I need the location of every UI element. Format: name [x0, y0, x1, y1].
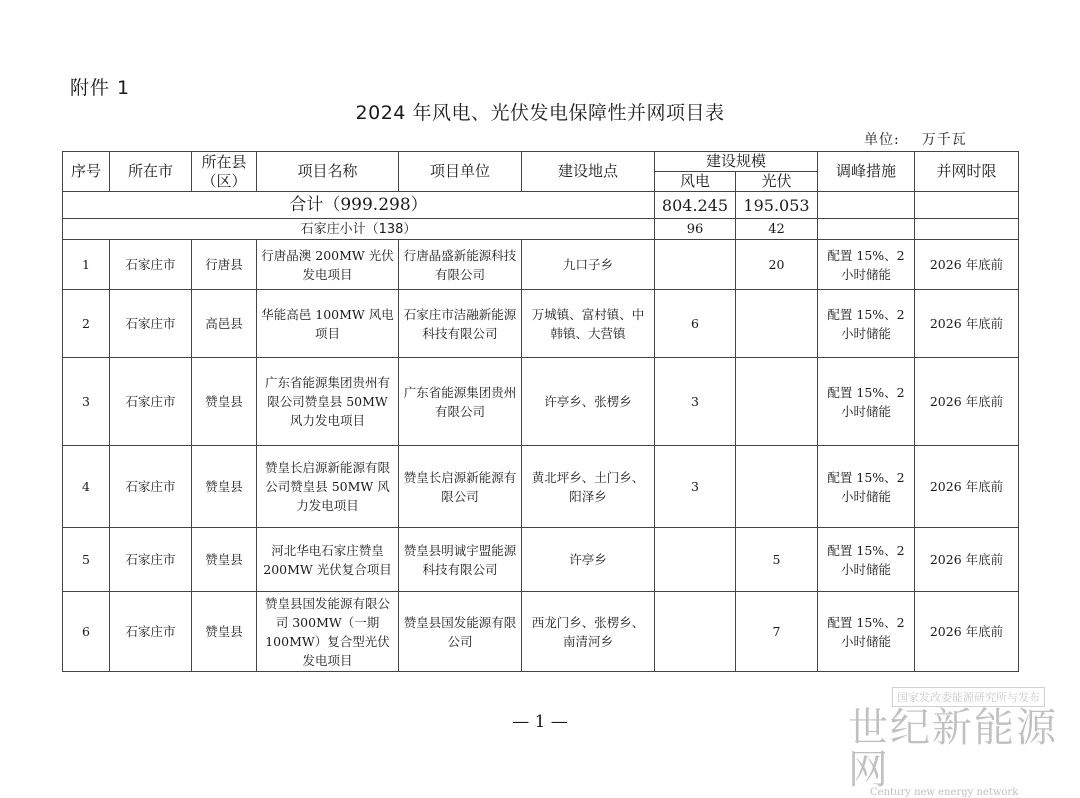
row-wind: 6 [655, 290, 736, 358]
row-city: 石家庄市 [110, 446, 192, 528]
row-deadline: 2026 年底前 [915, 290, 1019, 358]
total-row [63, 192, 1019, 219]
row-county: 行唐县 [192, 240, 257, 290]
watermark-caption: 国家发改委能源研究所与发布 [892, 687, 1045, 707]
table-row [63, 240, 1019, 290]
row-solar: 7 [736, 592, 818, 672]
header-seq: 序号 [63, 152, 110, 192]
row-deadline: 2026 年底前 [915, 358, 1019, 446]
row-project-org: 赞皇县明诚宇盟能源科技有限公司 [399, 528, 522, 592]
row-project-org: 石家庄市洁融新能源科技有限公司 [399, 290, 522, 358]
subtotal-label: 石家庄小计（138） [63, 219, 655, 240]
header-deadline: 并网时限 [915, 152, 1019, 192]
row-peak-measure: 配置 15%、2 小时储能 [818, 240, 915, 290]
row-solar [736, 446, 818, 528]
row-city: 石家庄市 [110, 240, 192, 290]
row-peak-measure: 配置 15%、2 小时储能 [818, 592, 915, 672]
row-city: 石家庄市 [110, 592, 192, 672]
row-seq: 2 [63, 290, 110, 358]
row-project-name: 赞皇县国发能源有限公司 300MW（一期 100MW）复合型光伏发电项目 [257, 592, 399, 672]
row-project-org: 行唐晶盛新能源科技有限公司 [399, 240, 522, 290]
row-project-org: 广东省能源集团贵州有限公司 [399, 358, 522, 446]
row-seq: 3 [63, 358, 110, 446]
row-project-org: 赞皇县国发能源有限公司 [399, 592, 522, 672]
header-peak-measure: 调峰措施 [818, 152, 915, 192]
row-wind: 3 [655, 358, 736, 446]
header-project-org: 项目单位 [399, 152, 522, 192]
page-number: — 1 — [512, 712, 568, 732]
total-label: 合计（999.298） [63, 192, 655, 219]
row-seq: 6 [63, 592, 110, 672]
row-county: 赞皇县 [192, 358, 257, 446]
unit-value: 万千瓦 [921, 132, 967, 148]
table-row [63, 592, 1019, 672]
total-solar: 195.053 [736, 192, 818, 219]
row-location: 许亭乡、张楞乡 [522, 358, 655, 446]
row-seq: 1 [63, 240, 110, 290]
row-peak-measure: 配置 15%、2 小时储能 [818, 290, 915, 358]
row-project-name: 广东省能源集团贵州有限公司赞皇县 50MW 风力发电项目 [257, 358, 399, 446]
header-wind: 风电 [655, 172, 736, 192]
row-project-name: 行唐晶澳 200MW 光伏发电项目 [257, 240, 399, 290]
row-project-name: 河北华电石家庄赞皇 200MW 光伏复合项目 [257, 528, 399, 592]
row-wind [655, 240, 736, 290]
subtotal-row [63, 219, 1019, 240]
watermark [848, 686, 1068, 798]
attachment-label: 附件 1 [70, 77, 131, 99]
subtotal-wind: 96 [655, 219, 736, 240]
header-solar: 光伏 [736, 172, 818, 192]
row-solar [736, 290, 818, 358]
row-city: 石家庄市 [110, 290, 192, 358]
subtotal-solar: 42 [736, 219, 818, 240]
header-county: 所在县（区） [192, 152, 257, 192]
row-location: 九口子乡 [522, 240, 655, 290]
row-location: 万城镇、富村镇、中韩镇、大营镇 [522, 290, 655, 358]
row-county: 赞皇县 [192, 592, 257, 672]
row-wind: 3 [655, 446, 736, 528]
header-city: 所在市 [110, 152, 192, 192]
header-location: 建设地点 [522, 152, 655, 192]
table-row [63, 358, 1019, 446]
row-project-org: 赞皇长启源新能源有限公司 [399, 446, 522, 528]
row-solar: 20 [736, 240, 818, 290]
row-project-name: 华能高邑 100MW 风电项目 [257, 290, 399, 358]
row-city: 石家庄市 [110, 528, 192, 592]
row-deadline: 2026 年底前 [915, 528, 1019, 592]
total-wind: 804.245 [655, 192, 736, 219]
row-county: 高邑县 [192, 290, 257, 358]
row-seq: 4 [63, 446, 110, 528]
page-title: 2024 年风电、光伏发电保障性并网项目表 [355, 102, 725, 124]
row-location: 西龙门乡、张楞乡、南清河乡 [522, 592, 655, 672]
row-solar: 5 [736, 528, 818, 592]
row-location: 黄北坪乡、土门乡、阳泽乡 [522, 446, 655, 528]
watermark-logo-text: 世纪新能源网 [848, 705, 1058, 793]
row-location: 许亭乡 [522, 528, 655, 592]
row-peak-measure: 配置 15%、2 小时储能 [818, 528, 915, 592]
watermark-english: Century new energy network [870, 787, 1019, 798]
row-city: 石家庄市 [110, 358, 192, 446]
row-deadline: 2026 年底前 [915, 592, 1019, 672]
row-wind [655, 592, 736, 672]
row-county: 赞皇县 [192, 528, 257, 592]
row-seq: 5 [63, 528, 110, 592]
table-row [63, 446, 1019, 528]
project-table [62, 151, 1019, 672]
row-county: 赞皇县 [192, 446, 257, 528]
row-project-name: 赞皇长启源新能源有限公司赞皇县 50MW 风力发电项目 [257, 446, 399, 528]
row-solar [736, 358, 818, 446]
unit-label: 单位: [864, 132, 900, 148]
header-scale: 建设规模 [655, 152, 818, 172]
row-deadline: 2026 年底前 [915, 240, 1019, 290]
table-row [63, 290, 1019, 358]
header-project-name: 项目名称 [257, 152, 399, 192]
row-peak-measure: 配置 15%、2 小时储能 [818, 446, 915, 528]
row-deadline: 2026 年底前 [915, 446, 1019, 528]
row-peak-measure: 配置 15%、2 小时储能 [818, 358, 915, 446]
unit-note [864, 129, 967, 149]
row-wind [655, 528, 736, 592]
table-row [63, 528, 1019, 592]
